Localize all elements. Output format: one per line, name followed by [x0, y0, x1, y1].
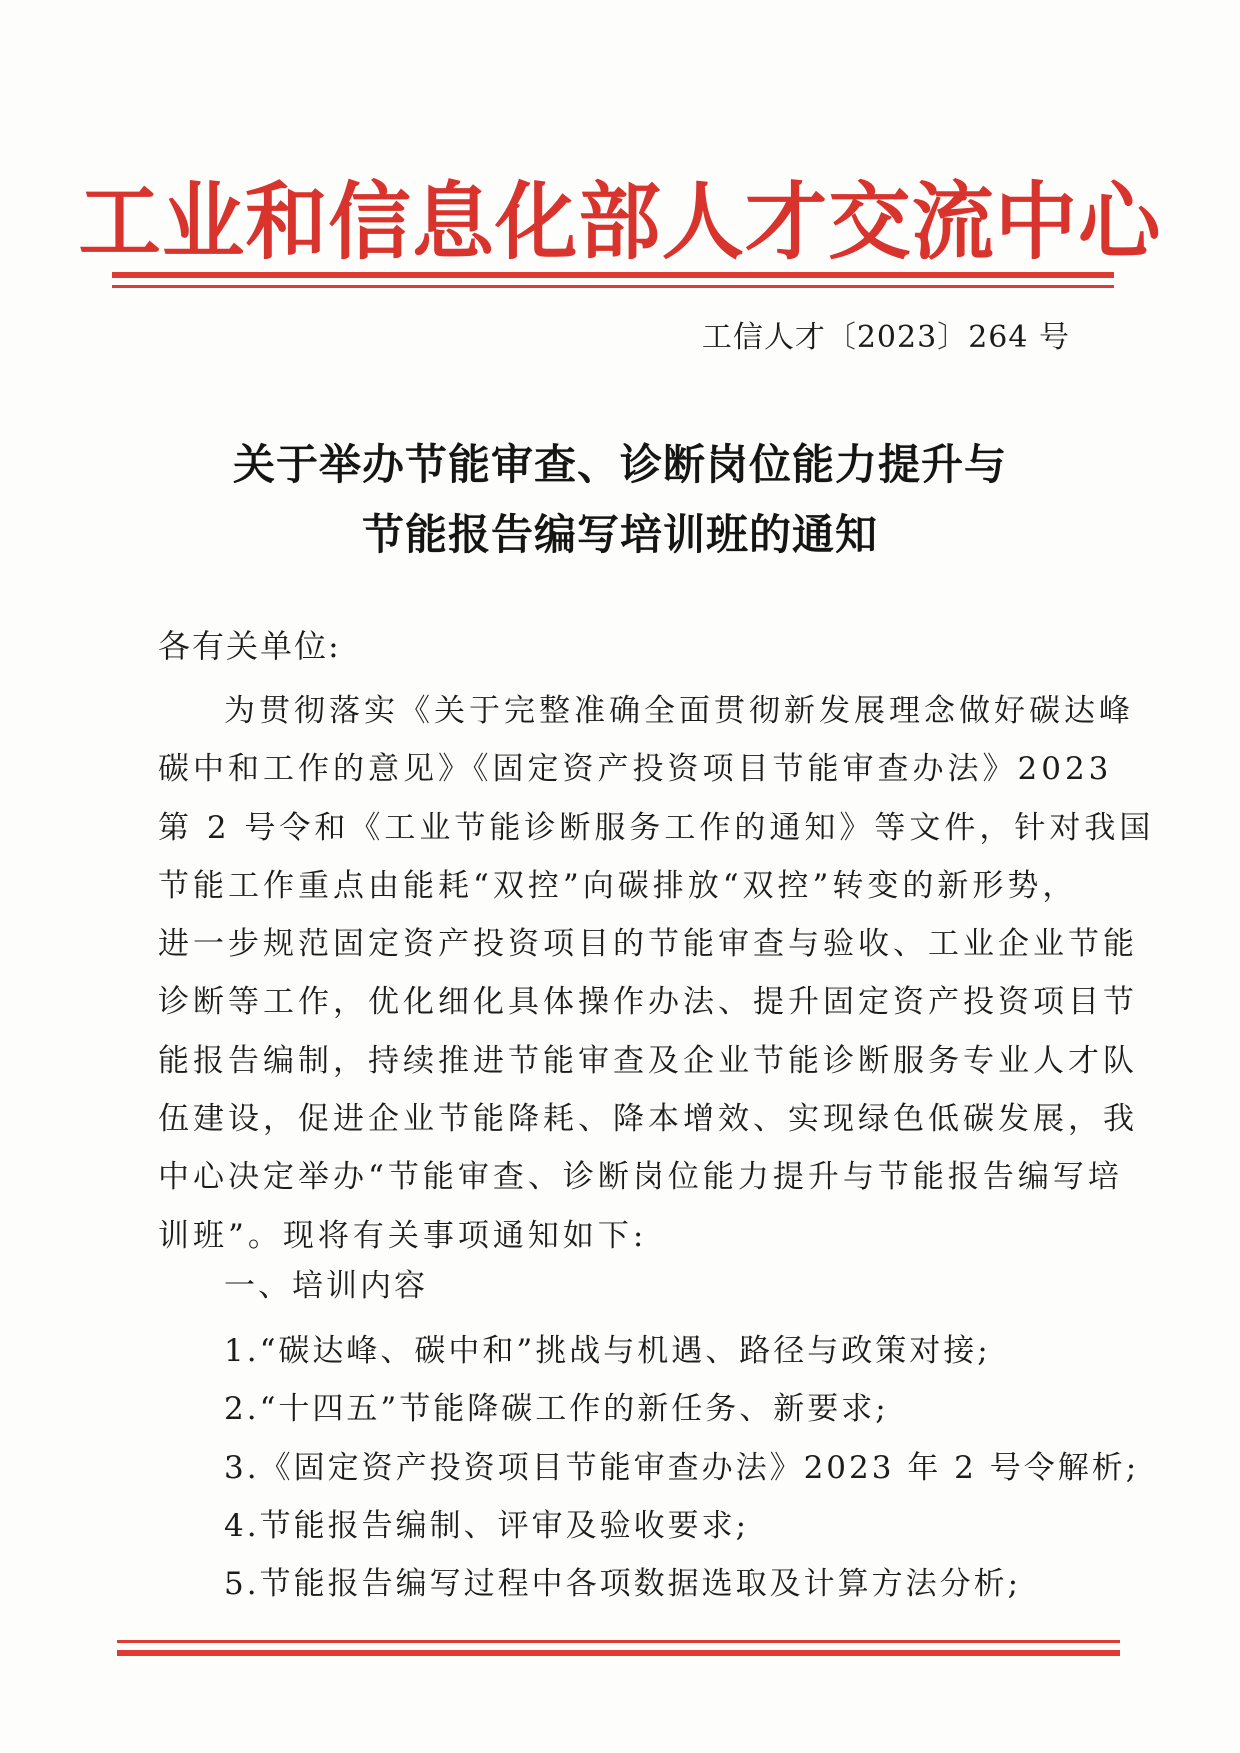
training-content-list: [224, 1322, 1139, 1613]
letterhead-organization: 工业和信息化部人才交流中心: [78, 173, 1162, 271]
body-line: 训班”。现将有关事项通知如下:: [158, 1217, 648, 1254]
list-item: 4.节能报告编制、评审及验收要求;: [224, 1507, 750, 1544]
letterhead-rule-thick: [112, 272, 1114, 278]
body-line: 中心决定举办“节能审查、诊断岗位能力提升与节能报告编写培: [158, 1159, 1123, 1196]
body-line: 碳中和工作的意见》《固定资产投资项目节能审查办法》2023: [158, 751, 1113, 788]
list-item: 2.“十四五”节能降碳工作的新任务、新要求;: [224, 1391, 889, 1428]
body-line: 能报告编制，持续推进节能审查及企业节能诊断服务专业人才队: [158, 1042, 1138, 1079]
footer-rule-thick: [117, 1650, 1120, 1656]
body-line: 伍建设，促进企业节能降耗、降本增效、实现绿色低碳发展，我: [158, 1101, 1138, 1138]
document-number: 工信人才〔2023〕264 号: [701, 320, 1070, 355]
list-item: 1.“碳达峰、碳中和”挑战与机遇、路径与政策对接;: [224, 1333, 991, 1369]
list-item: 5.节能报告编写过程中各项数据选取及计算方法分析;: [224, 1566, 1022, 1603]
list-item: 3.《固定资产投资项目节能审查办法》2023 年 2 号令解析;: [224, 1449, 1140, 1486]
section-heading-training-content: 一、培训内容: [224, 1268, 428, 1304]
body-paragraph: [158, 682, 1155, 1265]
title-line-1: 关于举办节能审查、诊断岗位能力提升与: [232, 440, 1007, 489]
letterhead-rule-thin: [112, 285, 1114, 288]
body-line: 为贯彻落实《关于完整准确全面贯彻新发展理念做好碳达峰: [224, 693, 1134, 729]
title-line-2: 节能报告编写培训班的通知: [361, 510, 878, 559]
document-title: [110, 430, 1130, 570]
body-line: 节能工作重点由能耗“双控”向碳排放“双控”转变的新形势，: [158, 867, 1078, 904]
body-line: 进一步规范固定资产投资项目的节能审查与验收、工业企业节能: [158, 926, 1138, 963]
body-line: 第 2 号令和《工业节能诊断服务工作的通知》等文件，针对我国: [158, 809, 1155, 846]
body-line: 诊断等工作，优化细化具体操作办法、提升固定资产投资项目节: [158, 984, 1138, 1021]
salutation: 各有关单位:: [158, 627, 341, 665]
footer-rule-thin: [117, 1640, 1120, 1643]
